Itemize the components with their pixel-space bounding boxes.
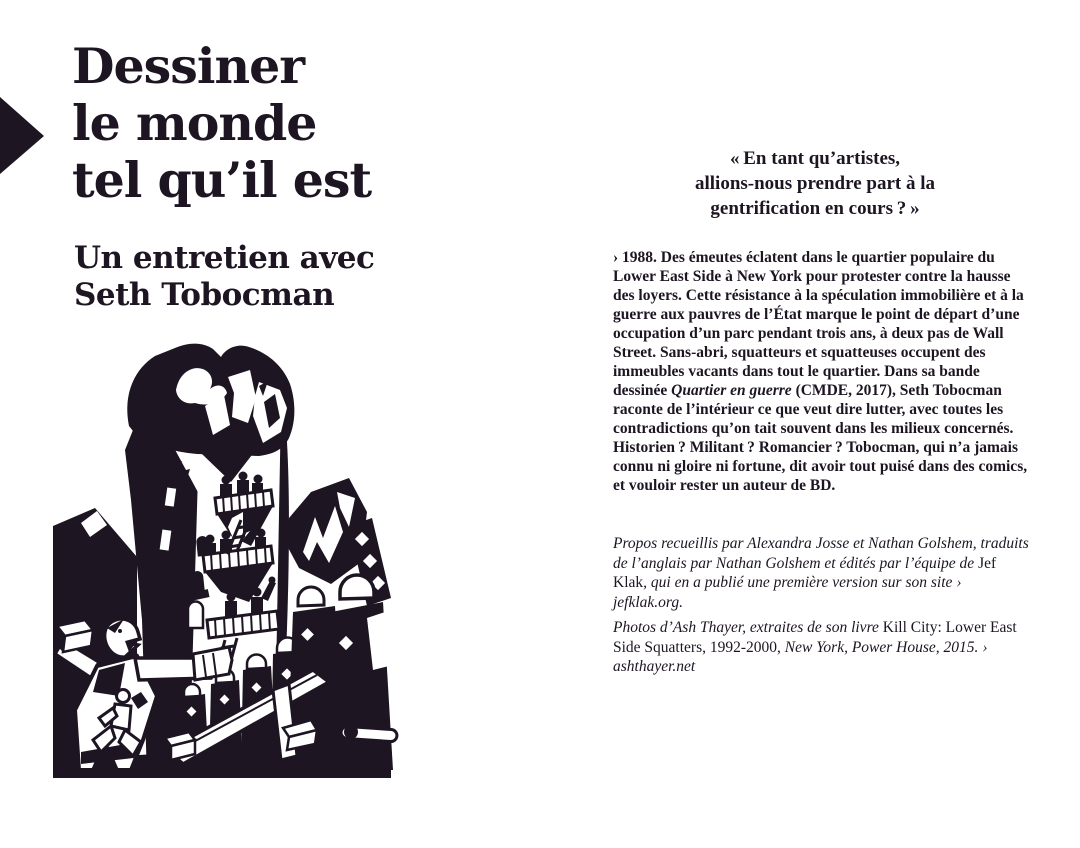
- photo-book-title: Kill City: Lower East Side Squatters, 1992-2000,: [613, 619, 1017, 656]
- raised-fist: [127, 344, 294, 456]
- interview-credits: [613, 534, 1033, 612]
- page-subtitle: [74, 240, 374, 314]
- intro-paragraph: [613, 248, 1033, 495]
- pull-quote-line-3: gentrification en cours ? »: [710, 198, 920, 219]
- comic-title: Quartier en guerre: [671, 382, 792, 399]
- pull-quote-line-2: allions-nous prendre part à la: [694, 173, 935, 194]
- title-line-1: Dessiner: [72, 37, 305, 95]
- page-title: [72, 38, 371, 209]
- protest-woodcut-illustration: [45, 340, 425, 800]
- title-line-3: tel qu’il est: [72, 151, 372, 209]
- subtitle-line-1: Un entretien avec: [74, 240, 375, 276]
- subtitle-line-2: Seth Tobocman: [74, 277, 335, 313]
- photo-credits: [613, 618, 1033, 677]
- page-edge-triangle-marker: [0, 97, 44, 174]
- pull-quote: [600, 146, 1030, 221]
- intro-text-after-title: (CMDE, 2017), Seth Tobocman raconte de l’intérieur ce que veut dire lutter, avec toutes les contradictions qu’on tait souvent dans les milieux concernés. Historien ? Militant ? Romancier ? Tobocman, qui n’a jamais connu ni gloire ni fortune, dit avoir tout puisé dans des comics, et vouloir rester un auteur de BD.: [613, 382, 1028, 494]
- pull-quote-line-1: « En tant qu’artistes,: [729, 148, 901, 169]
- photo-credits-before: Photos d’Ash Thayer, extraites de son livre: [613, 619, 883, 636]
- intro-text-before-title: › 1988. Des émeutes éclatent dans le quartier populaire du Lower East Side à New York pour protester contre la hausse des loyers. Cette résistance à la spéculation immobilière et à la guerre aux pauvres de l’État marque le point de départ d’une occupation d’un parc pendant trois ans, à deux pas de Wall Street. Sans-abri, squatteurs et squatteuses occupent des immeubles vacants dans tout le quartier. Dans sa bande dessinée: [613, 249, 1024, 399]
- interview-credits-before: Propos recueillis par Alexandra Josse et Nathan Golshem, traduits de l’anglais par Nathan Golshem et édités par l’équipe de: [613, 535, 1029, 572]
- title-line-2: le monde: [72, 94, 317, 152]
- interview-credits-after: , qui en a publié une première version sur son site › jefklak.org.: [613, 574, 962, 611]
- magazine-name: Jef Klak: [613, 554, 997, 591]
- photo-credits-after: New York, Power House, 2015. › ashthayer.net: [613, 638, 988, 675]
